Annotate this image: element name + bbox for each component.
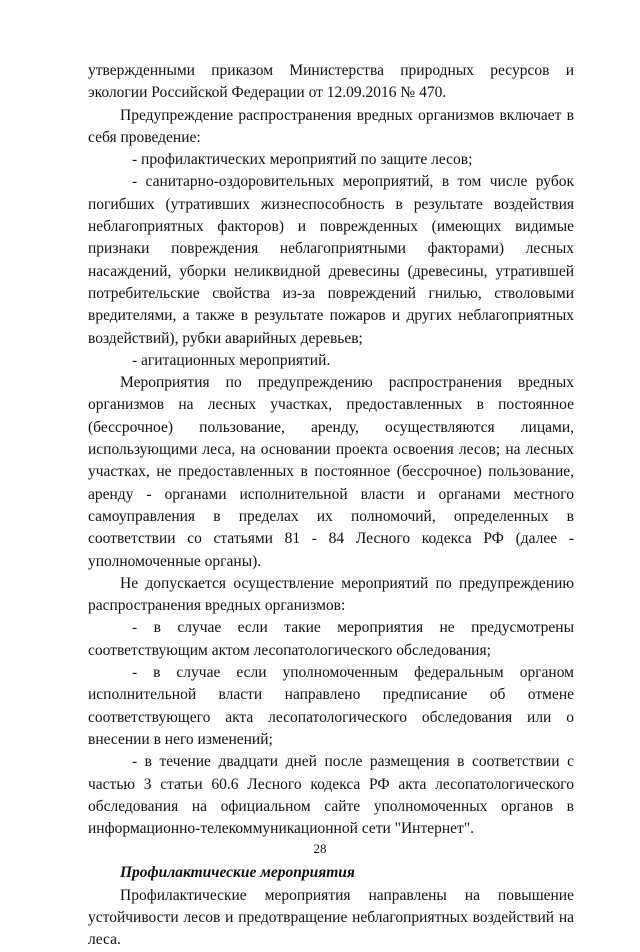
body-text xyxy=(88,60,574,952)
list-item-sanitary: - санитарно-оздоровительных мероприятий, в том числе рубок погибших (утративших жизнеспособность в результате воздействия неблагоприятных факторов) и поврежденных (имеющих видимые признаки повреждения неблагоприятными факторами) лесных насаждений, уборки неликвидной древесины (древесины, утратившей потребительские свойства из-за повреждений гнилью, стволовыми вредителями, а также в результате пожаров и других неблагоприятных воздействий), рубки аварийных деревьев; xyxy=(88,173,574,347)
paragraph-prevention-intro: Предупреждение распространения вредных организмов включает в себя проведение: xyxy=(88,106,574,146)
section-heading: Профилактические мероприятия xyxy=(120,864,355,882)
page-number: 28 xyxy=(313,841,327,856)
list-item-twenty-days: - в течение двадцати дней после размещения в соответствии с частью 3 статьи 60.6 Лесного кодекса РФ акта лесопатологического обследования на официальном сайте уполномоченных органов в информационно-телекоммуникационной сети "Интернет". xyxy=(88,753,574,838)
section-paragraph: Профилактические мероприятия направлены на повышение устойчивости лесов и предотвращение неблагоприятных воздействий на леса. xyxy=(88,886,574,949)
list-item-agitation: - агитационных мероприятий. xyxy=(132,351,331,369)
list-item-order-cancel: - в случае если уполномоченным федеральным органом исполнительной власти направлено предписание об отмене соответствующего акта лесопатологического обследования или о внесении в него изменений; xyxy=(88,664,574,748)
paragraph-responsible-parties: Мероприятия по предупреждению распространения вредных организмов на лесных участках, предоставленных в постоянное (бессрочное) пользование, аренду, осуществляются лицами, использующими леса, на основании проекта освоения лесов; на лесных участках, не предоставленных в постоянное (бессрочное) пользование, аренду - органами исполнительной власти и органами местного самоуправления в пределах их полномочий, определенных в соответствии со статьями 81 - 84 Лесного кодекса РФ (далее - уполномоченные органы). xyxy=(88,374,574,570)
list-item-preventive: - профилактических мероприятий по защите лесов; xyxy=(132,151,473,169)
paragraph-continuation: утвержденными приказом Министерства природных ресурсов и экологии Российской Федерации от 12.09.2016 № 470. xyxy=(88,62,574,102)
paragraph-prohibitions: Не допускается осуществление мероприятий по предупреждению распространения вредных организмов: xyxy=(88,574,574,615)
list-item-not-provided: - в случае если такие мероприятия не предусмотрены соответствующим актом лесопатологического обследования; xyxy=(88,619,574,659)
